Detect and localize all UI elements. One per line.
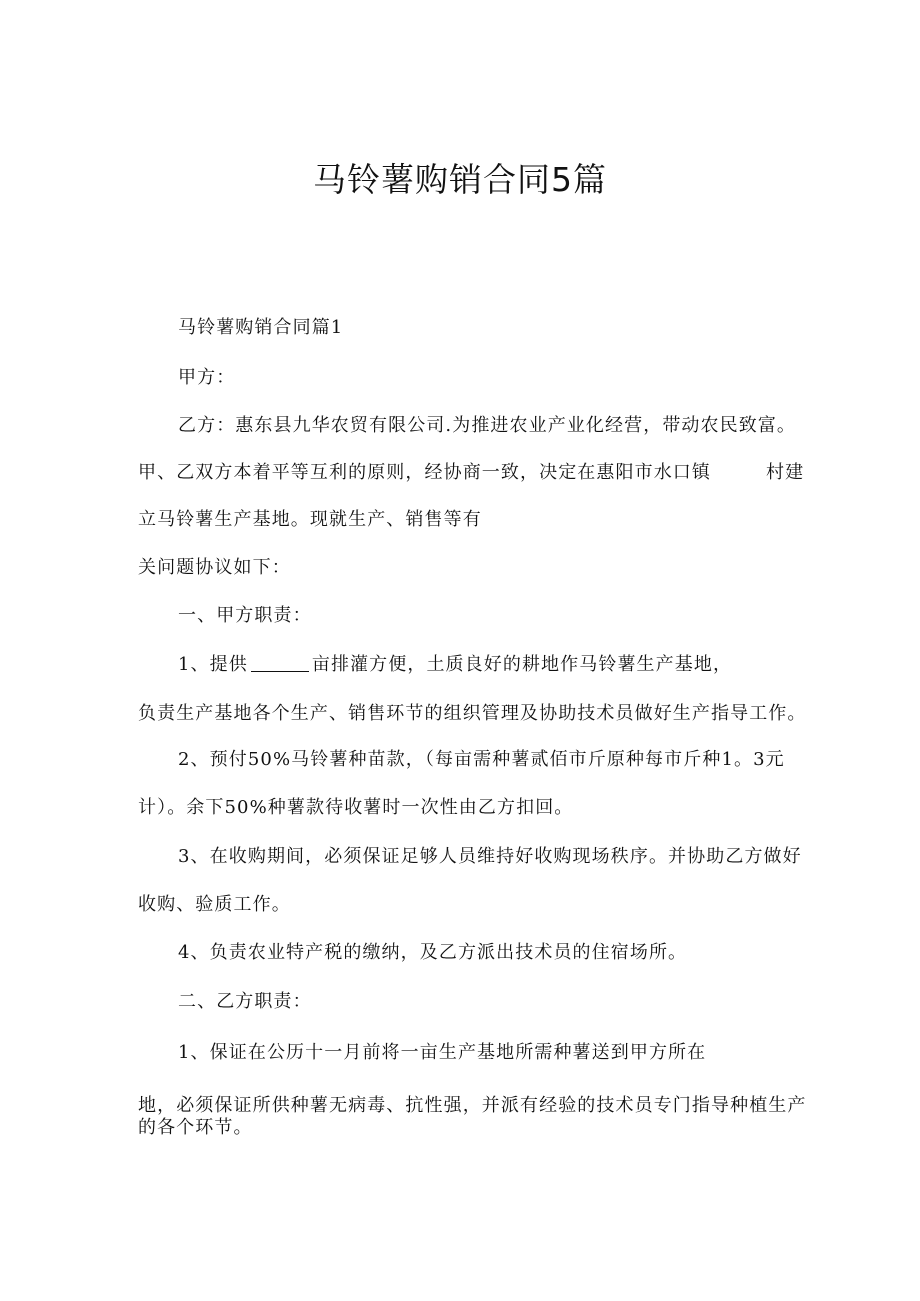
party-b-line-2-text: 甲、乙双方本着平等互利的原则，经协商一致，决定在惠阳市水口镇 [138,462,711,483]
document-title: 马铃薯购销合同5篇 [313,160,607,199]
b-item-1-line-3: 的各个环节。 [138,1117,253,1138]
item-1-line-2: 负责生产基地各个生产、销售环节的组织管理及协助技术员做好生产指导工作。 [138,703,807,724]
b-item-1-line-1: 1、保证在公历十一月前将一亩生产基地所需种薯送到甲方所在 [178,1042,707,1063]
party-b-line-3: 立马铃薯生产基地。现就生产、销售等有 [138,509,482,530]
party-b-line-1: 乙方：惠东县九华农贸有限公司.为推进农业产业化经营，带动农民致富。 [178,415,797,436]
item-1-suffix: 亩排灌方便，土质良好的耕地作马铃薯生产基地， [311,654,733,675]
party-b-line-2 [138,461,804,485]
item-3-line-1: 3、在收购期间，必须保证足够人员维持好收购现场秩序。并协助乙方做好 [178,846,802,867]
party-b-line-2-end: 村建 [766,462,805,483]
section-party-a-duties: 一、甲方职责： [178,605,312,626]
section-party-b-duties: 二、乙方职责： [178,991,312,1012]
party-b-line-4: 关问题协议如下： [138,557,291,578]
item-4: 4、负责农业特产税的缴纳，及乙方派出技术员的住宿场所。 [178,942,688,963]
contract-heading: 马铃薯购销合同篇1 [178,317,344,338]
acreage-blank [251,655,309,672]
item-2-line-2: 计）。余下50%种薯款待收薯时一次性由乙方扣回。 [138,797,574,818]
item-1-prefix: 1、提供 [178,654,248,675]
item-2-line-1: 2、预付50%马铃薯种苗款，（每亩需种薯贰佰市斤原种每市斤种1。3元 [178,749,785,770]
item-3-line-2: 收购、验质工作。 [138,894,291,915]
party-a-label: 甲方： [178,367,236,388]
b-item-1-line-2: 地，必须保证所供种薯无病毒、抗性强，并派有经验的技术员专门指导种植生产 [138,1095,807,1116]
item-1-line-1 [178,653,732,677]
